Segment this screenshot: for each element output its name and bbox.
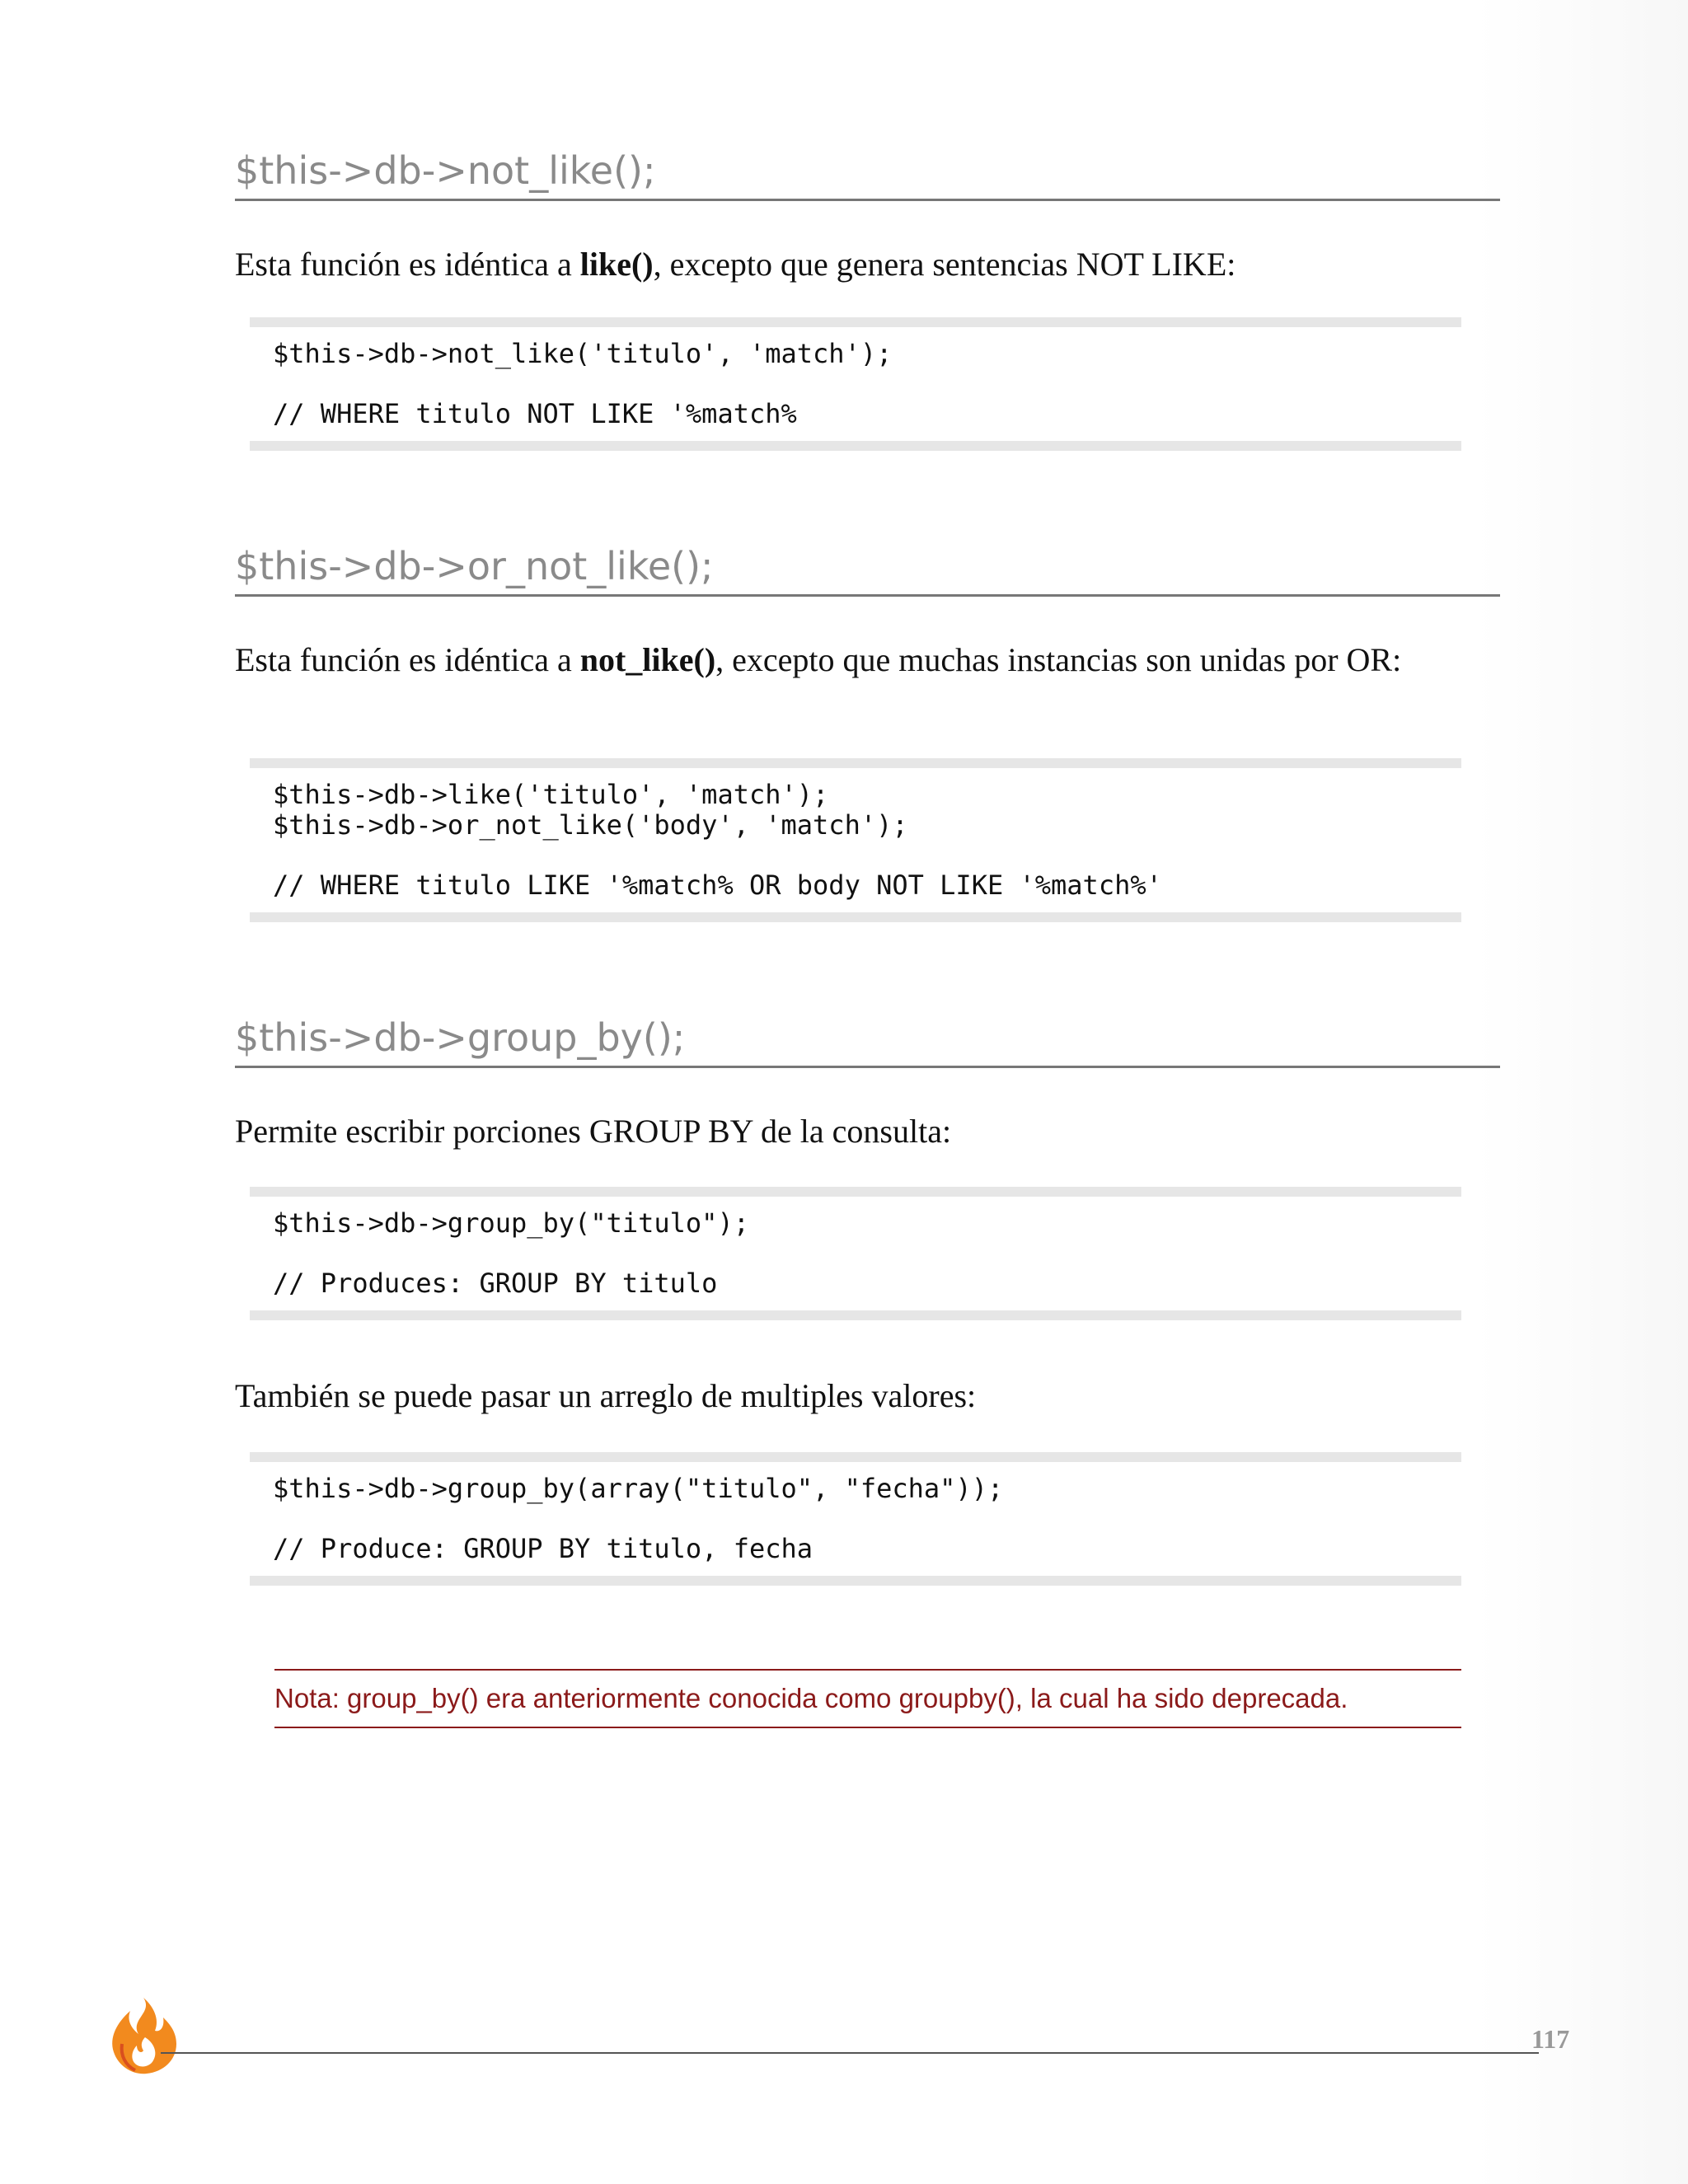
flame-logo-icon — [106, 1994, 180, 2077]
deprecation-note: Nota: group_by() era anteriormente conocida como groupby(), la cual ha sido deprecada. — [274, 1669, 1461, 1728]
code-line: $this->db->like('titulo', 'match'); — [273, 779, 829, 810]
page-number: 117 — [1531, 2024, 1570, 2054]
code-comment: // WHERE titulo NOT LIKE '%match% — [273, 398, 797, 429]
code-line: $this->db->group_by(array("titulo", "fecha")); — [273, 1473, 1004, 1504]
code-line: $this->db->group_by("titulo"); — [273, 1207, 749, 1239]
footer-rule — [161, 2052, 1539, 2054]
section-heading-group-by: $this->db->group_by(); — [235, 1015, 1500, 1068]
section-description-group-by: Permite escribir porciones GROUP BY de la consulta: — [235, 1113, 952, 1150]
section-description-group-by-array: También se puede pasar un arreglo de multiples valores: — [235, 1377, 977, 1414]
desc-text: Esta función es idéntica a — [235, 641, 580, 678]
code-line: $this->db->not_like('titulo', 'match'); — [273, 338, 893, 369]
desc-text: , excepto que muchas instancias son unidas por OR: — [715, 641, 1402, 678]
page-edge-shade — [1475, 0, 1688, 2184]
desc-text: , excepto que genera sentencias NOT LIKE: — [653, 246, 1236, 283]
code-comment: // Produces: GROUP BY titulo — [273, 1268, 718, 1299]
desc-bold-function: like() — [579, 246, 654, 283]
code-line: $this->db->or_not_like('body', 'match'); — [273, 809, 908, 841]
code-comment: // Produce: GROUP BY titulo, fecha — [273, 1533, 814, 1564]
code-block-or-not-like — [250, 758, 1461, 922]
section-heading-or-not-like: $this->db->or_not_like(); — [235, 544, 1500, 597]
section-description-or-not-like — [235, 638, 1471, 682]
desc-bold-function: not_like() — [579, 641, 716, 678]
code-block-group-by-array — [250, 1452, 1461, 1586]
code-comment: // WHERE titulo LIKE '%match% OR body NOT LIKE '%match%' — [273, 869, 1162, 901]
code-block-not-like — [250, 317, 1461, 451]
code-block-group-by — [250, 1187, 1461, 1320]
section-heading-not-like: $this->db->not_like(); — [235, 148, 1500, 201]
section-description-not-like — [235, 242, 1471, 287]
desc-text: Esta función es idéntica a — [235, 246, 580, 283]
